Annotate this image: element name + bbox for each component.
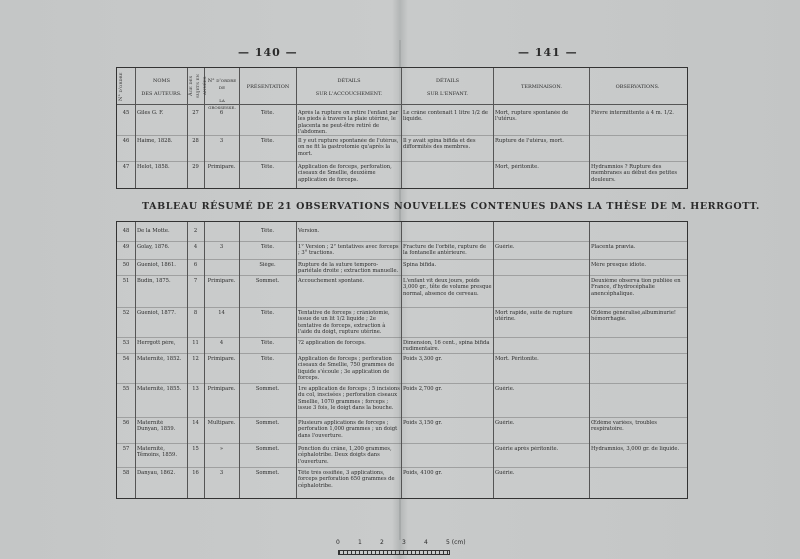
cell-n: 50 xyxy=(122,262,130,268)
cell-age: 7 xyxy=(193,278,198,284)
cell-accouch: Application de forceps, perforation, ciseaux de Smellie, deuxième application de forceps. xyxy=(298,164,392,183)
cell-age: 12 xyxy=(192,356,199,362)
cell-author: Golay, 1876. xyxy=(137,244,170,250)
header-age: Âge des sujets en années xyxy=(188,74,208,98)
cell-author: Maternité Dunyan, 1859. xyxy=(137,420,176,433)
cell-n: 52 xyxy=(122,310,130,316)
cell-author: Haime, 1828. xyxy=(137,138,173,144)
cell-accouch: Il y eut rupture spontanée de l'utérus, on ne fit la gastrotomie qu'après la mort. xyxy=(298,138,399,157)
cell-pres: Siège. xyxy=(259,262,276,268)
cell-age: 2 xyxy=(193,228,198,234)
cell-termin: Guérie après péritonite. xyxy=(495,446,559,452)
header-presentation: PRÉSENTATION xyxy=(246,84,290,90)
cell-n: 48 xyxy=(122,228,130,234)
cell-pres: Sommet. xyxy=(255,420,280,426)
cell-n: 54 xyxy=(122,356,130,362)
cell-observ: Deuxième observa tion publiée en France, d'hydrocéphalie anencéphalique. xyxy=(591,278,681,297)
cell-enfant: Poids 2,700 gr. xyxy=(403,386,443,392)
cell-enfant: Dimension, 16 cent., spina bifida rudimentaire. xyxy=(403,340,490,353)
header-pregnancy: N° d'ordre de la grossesse. xyxy=(207,78,237,111)
cell-enfant: Spina bifida. xyxy=(403,262,437,268)
cell-accouch: Plusieurs applications de forceps ; perforation 1,000 grammes ; un doigt dans l'ouverture. xyxy=(298,420,398,439)
cell-accouch: Après la rupture on retire l'enfant par les pieds à travers la plaie utérine, le placenta ne peut-être retiré de l'abdomen. xyxy=(298,110,399,135)
cell-termin: Guérie. xyxy=(495,470,515,476)
cell-age: 11 xyxy=(192,340,199,346)
cell-n: 56 xyxy=(122,420,130,426)
cell-author: Gueniot, 1861. xyxy=(137,262,176,268)
right-page-number: — 141 — xyxy=(518,46,578,59)
cell-enfant: Poids 3,150 gr. xyxy=(403,420,443,426)
cell-n: 55 xyxy=(122,386,130,392)
cell-n: 46 xyxy=(122,138,130,144)
cell-accouch: Tête très ossifiée, 3 applications, forceps perforation 650 grammes de céphalotribe. xyxy=(298,470,395,489)
header-number: N° d'ordre xyxy=(118,72,124,102)
cell-author: Gueniot, 1877. xyxy=(137,310,176,316)
cell-termin: Mort. Péritonite. xyxy=(495,356,539,362)
cell-age: 14 xyxy=(192,420,199,426)
cell-gross: Primipare. xyxy=(207,164,236,170)
cell-enfant: L'enfant vit deux jours, poids 3,000 gr., tête de volume presque normal, absence de cerveau. xyxy=(403,278,492,297)
cell-age: 13 xyxy=(192,386,199,392)
cell-accouch: Tentative de forceps ; crâniotomie, issue de un lit 1/2 liquide ; 2e tentative de forceps, extraction à l'aide du doigt, rupture utérine. xyxy=(298,310,390,335)
cell-pres: Tête. xyxy=(260,244,275,250)
cell-n: 58 xyxy=(122,470,130,476)
summary-title: TABLEAU RÉSUMÉ DE 21 OBSERVATIONS NOUVELLES CONTENUES DANS LA THÈSE DE M. HERRGOTT. xyxy=(142,201,760,212)
cell-age: 27 xyxy=(192,110,199,116)
cell-gross: 14 xyxy=(218,310,225,316)
cell-author: De la Motte. xyxy=(137,228,170,234)
cell-pres: Sommet. xyxy=(255,386,280,392)
cell-gross: 6 xyxy=(219,110,224,116)
cell-enfant: Fracture de l'orbite, rupture de la fontanelle antérieure. xyxy=(403,244,487,257)
header-child: DÉTAILS SUR L'ENFANT. xyxy=(427,78,468,97)
cell-observ: Hydramnios, 3,000 gr. de liquide. xyxy=(591,446,680,452)
cell-observ: Œdème variées, troubles respiratoire. xyxy=(591,420,657,433)
cell-author: Maternité, Témoins, 1859. xyxy=(137,446,177,459)
scale-label: 2 xyxy=(380,539,384,546)
scale-label: 4 xyxy=(424,539,428,546)
cell-age: 4 xyxy=(193,244,198,250)
cell-pres: Tête. xyxy=(260,310,275,316)
observations-table-top xyxy=(116,67,688,189)
cell-gross: Primipare. xyxy=(207,278,236,284)
cell-termin: Guérie. xyxy=(495,244,515,250)
header-outcome: TERMINAISON. xyxy=(521,84,562,90)
ruler-scale xyxy=(318,539,468,559)
cell-accouch: Accouchement spontané. xyxy=(298,278,365,284)
left-page-number: — 140 — xyxy=(238,46,298,59)
cell-author: Helot, 1858. xyxy=(137,164,170,170)
cell-n: 57 xyxy=(122,446,130,452)
cell-gross: Primipare. xyxy=(207,386,236,392)
cell-accouch: Version. xyxy=(298,228,320,234)
cell-enfant: Le crâne contenait 1 litre 1/2 de liquide. xyxy=(403,110,488,123)
cell-pres: Tête. xyxy=(260,340,275,346)
cell-author: Maternité, 1855. xyxy=(137,386,182,392)
header-observations: OBSERVATIONS. xyxy=(615,84,660,90)
scale-bar xyxy=(338,550,450,555)
cell-author: Maternité, 1852. xyxy=(137,356,182,362)
scale-label: 3 xyxy=(402,539,406,546)
scale-label: 1 xyxy=(358,539,362,546)
header-delivery: DÉTAILS SUR L'ACCOUCHEMENT. xyxy=(315,78,383,97)
cell-enfant: Poids 3,300 gr. xyxy=(403,356,443,362)
cell-gross: » xyxy=(219,446,224,452)
cell-observ: Mère presque idiote. xyxy=(591,262,647,268)
observations-table-bottom xyxy=(116,221,688,499)
cell-termin: Mort, péritonite. xyxy=(495,164,539,170)
cell-observ: Fièvre intermittente à 4 m. 1/2. xyxy=(591,110,674,116)
cell-accouch: ?2 application de forceps. xyxy=(298,340,366,346)
cell-n: 53 xyxy=(122,340,130,346)
cell-accouch: 1re application de forceps ; 5 incisions du col, inscisées ; perforation ciseaux Smellie, 1070 grammes ; forceps ; issue 3 fois, le doigt dans la bouche. xyxy=(298,386,400,411)
cell-age: 6 xyxy=(193,262,198,268)
cell-pres: Tête. xyxy=(260,110,275,116)
cell-gross: Primipare. xyxy=(207,356,236,362)
cell-enfant: Poids, 4100 gr. xyxy=(403,470,443,476)
cell-pres: Sommet. xyxy=(255,278,280,284)
cell-pres: Tête. xyxy=(260,138,275,144)
cell-pres: Tête. xyxy=(260,164,275,170)
cell-age: 28 xyxy=(192,138,199,144)
cell-age: 29 xyxy=(192,164,199,170)
cell-gross: 3 xyxy=(219,470,224,476)
cell-accouch: Ponction du crâne, 1,200 grammes, céphalotribe. Deux doigts dans l'ouverture. xyxy=(298,446,392,465)
cell-termin: Guérie. xyxy=(495,386,515,392)
cell-enfant: Il y avait spina bifida et des difformités des membres. xyxy=(403,138,476,151)
scale-label: 5 (cm) xyxy=(446,539,466,546)
cell-termin: Mort, rupture spontanée de l'utérus. xyxy=(495,110,569,123)
cell-gross: 4 xyxy=(219,340,224,346)
cell-gross: Multipare. xyxy=(207,420,236,426)
cell-termin: Guérie. xyxy=(495,420,515,426)
cell-pres: Tête. xyxy=(260,356,275,362)
cell-n: 45 xyxy=(122,110,130,116)
cell-age: 8 xyxy=(193,310,198,316)
cell-termin: Mort rapide, suite de rupture utérine. xyxy=(495,310,573,323)
cell-pres: Sommet. xyxy=(255,470,280,476)
cell-author: Giles G. F. xyxy=(137,110,164,116)
cell-pres: Tête. xyxy=(260,228,275,234)
cell-age: 15 xyxy=(192,446,199,452)
cell-n: 47 xyxy=(122,164,130,170)
cell-author: Danyau, 1862. xyxy=(137,470,176,476)
cell-accouch: 1° Version ; 2° tentatives avec forceps ; 3° tractions. xyxy=(298,244,399,257)
cell-n: 51 xyxy=(122,278,130,284)
cell-pres: Sommet. xyxy=(255,446,280,452)
cell-gross: 3 xyxy=(219,244,224,250)
cell-n: 49 xyxy=(122,244,130,250)
cell-observ: Placenta prævia. xyxy=(591,244,636,250)
cell-observ: Hydramnios ? Rupture des membranes au début des petites douleurs. xyxy=(591,164,678,183)
header-authors: NOMS DES AUTEURS. xyxy=(141,78,182,97)
cell-gross: 3 xyxy=(219,138,224,144)
cell-termin: Rupture de l'utérus, mort. xyxy=(495,138,564,144)
cell-age: 16 xyxy=(192,470,199,476)
cell-author: Herrgott père, xyxy=(137,340,176,346)
cell-accouch: Application de forceps ; perforation ciseaux de Smellie, 750 grammes de liquide s'écoule ; 3e application de forceps. xyxy=(298,356,395,381)
cell-author: Budin, 1875. xyxy=(137,278,171,284)
cell-observ: Œdème généralisé,albuminurie! hémorrhagie. xyxy=(591,310,676,323)
scale-label: 0 xyxy=(336,539,340,546)
cell-accouch: Rupture de la suture temporo-pariétale droite ; extraction manuelle. xyxy=(298,262,399,275)
